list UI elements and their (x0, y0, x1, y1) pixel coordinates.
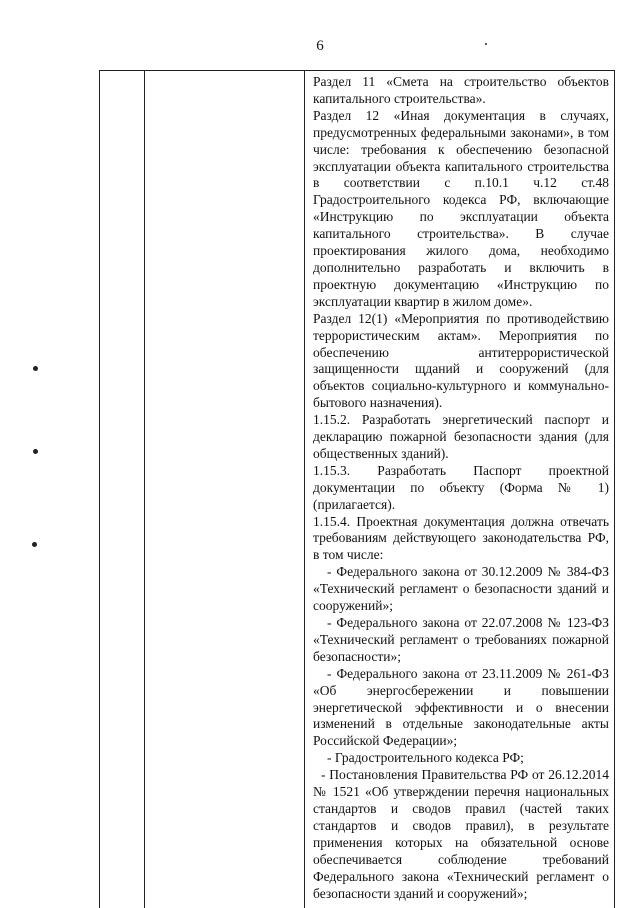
section-12-paragraph: Раздел 12 «Иная документация в случаях, предусмотренных федеральными законами», в том числе: требования к обеспечению безопасной эксплуатации объекта капитального строительства в соответствии с п.10.1 ч.12 ст.48 Градостроительного кодекса РФ, включающие «Инструкцию по эксплуатации объекта капитального строительства». В случае проектирования жилого дома, необходимо дополнительно разработать и включить в проектную документацию «Инструкцию по эксплуатации квартир в жилом доме». (313, 107, 609, 309)
page-number: 6 (316, 38, 324, 54)
item-1-15-2-paragraph: 1.15.2. Разработать энергетический паспорт и декларацию пожарной безопасности здания (для общественных зданий). (313, 412, 609, 461)
table-column-divider (304, 71, 305, 908)
section-12-1-paragraph: Раздел 12(1) «Мероприятия по противодействию террористическим актам». Мероприятия по обеспечению антитеррористической защищенности щданий и сооружений (для объектов социально-культурного и коммунально-бытового назначения). (313, 310, 609, 411)
scan-speck (33, 366, 38, 371)
table-column-divider (144, 71, 145, 908)
scan-speck (33, 449, 38, 454)
law-261-fz-item: - Федерального закона от 23.11.2009 № 261-ФЗ «Об энергосбережении и повышении энергетической эффективности и о внесении изменений в отдельные законодательные акты Российской Федерации»; (313, 665, 609, 749)
item-1-15-4-paragraph: 1.15.4. Проектная документация должна отвечать требованиям действующего законодательства РФ, в том числе: (313, 513, 609, 563)
item-1-15-3-paragraph: 1.15.3. Разработать Паспорт проектной документации по объекту (Форма № 1) (прилагается). (313, 462, 609, 512)
government-decree-1521-item: - Постановления Правительства РФ от 26.12.2014 № 1521 «Об утверждении перечня национальных стандартов и сводов правил (частей таких стандартов и сводов правил), в результате применения которых на обязательной основе обеспечивается соблюдение требований Федерального закона «Технический регламент о безопасности зданий и сооружений»; (313, 767, 609, 901)
law-123-fz-item: - Федерального закона от 22.07.2008 № 123-ФЗ «Технический регламент о требованиях пожарной безопасности»; (313, 615, 609, 664)
urban-planning-code-item: - Градостроительного кодекса РФ; (327, 750, 524, 766)
table-text-cell (313, 74, 609, 902)
law-384-fz-item: - Федерального закона от 30.12.2009 № 384-ФЗ «Технический регламент о безопасности зданий и сооружений»; (313, 564, 609, 614)
scan-speck (32, 542, 37, 547)
section-11-paragraph: Раздел 11 «Смета на строительство объектов капитального строительства». (313, 74, 609, 106)
scan-speck (485, 43, 487, 45)
